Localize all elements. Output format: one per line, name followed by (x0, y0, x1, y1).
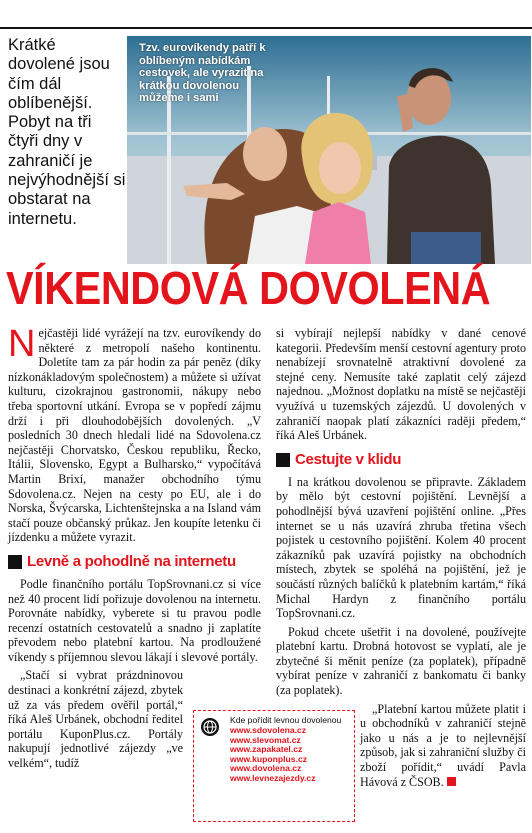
link-levnezajezdy[interactable]: www.levnezajezdy.cz (230, 772, 316, 783)
dropcap: N (8, 323, 36, 365)
paragraph-portals: „Stačí si vybrat prázdninovou destinaci a konkrétní zájezd, zbytek už za vás předem ověřil portál,“ říká Aleš Urbánek, obchodní ředitel portálu KuponPlus.cz. Portály nakupují jednotlivé zájezdy „ve velkém“, tudíž (8, 668, 183, 771)
quote-csob-text: „Platební kartou můžete platit i u obchodníků v zahraničí stejně jako u nás a je to nejlevnější způsob, jak si zahraniční služby či zboží pořídit,“ uvádí Pavla Hávová z ČSOB. (360, 701, 526, 789)
lede: Krátké dovolené jsou čím dál oblíbenější. Pobyt na tři čtyři dny v zahraničí je nejvýhodnější si obstarat na internetu. (8, 36, 126, 228)
subhead-travel-calm (276, 451, 526, 469)
column-left (8, 323, 261, 771)
link-kuponplus[interactable]: www.kuponplus.cz (230, 753, 308, 764)
end-mark-icon (447, 777, 456, 786)
link-zapakatel[interactable]: www.zapakatel.cz (230, 744, 303, 755)
link-dovolena[interactable]: www.dovolena.cz (230, 763, 302, 774)
link-sdovolena[interactable]: www.sdovolena.cz (230, 725, 307, 735)
globe-icon (201, 718, 219, 736)
hero-photo (127, 36, 531, 264)
square-bullet-icon (8, 555, 22, 569)
photo-caption: Tzv. eurovíkendy patří k oblíbeným nabídkám cestovek, ale vyrazit na krátkou dovolenou můžeme i sami (139, 42, 266, 105)
link-slevomat[interactable]: www.slevomat.cz (230, 734, 301, 745)
infobox-cheap-holidays (193, 710, 355, 822)
infobox-link-list (230, 726, 316, 784)
top-rule (0, 27, 532, 29)
paragraph-quote-csob (360, 702, 526, 790)
paragraph-card: Pokud chcete ušetřit i na dovolené, používejte platební kartu. Drobná hotovost se vyplatí, ale je zbytečné ši měnit peníze (za poplatek), případně vybírat peníze v zahraničí z bankomatu či banky (za poplatek). (276, 624, 526, 698)
square-bullet-icon (276, 453, 290, 467)
headline: VÍKENDOVÁ DOVOLENÁ (6, 262, 491, 314)
subhead-online-label: Levně a pohodlně na internetu (27, 552, 236, 570)
subhead-travel-calm-label: Cestujte v klidu (295, 450, 402, 468)
paragraph-agencies: si vybírají nejlepší nabídky v dané cenové kategorii. Především menší cestovní agentury proto nenabízejí srovnatelně atraktivní dovolené za stejné ceny. Nemusíte také zaplatit celý zájezd najednou. „Možnost doplatku na místě se nejčastěji využívá u tuzemských zájezdů. U dovolených v zahraničí naopak platí zákazníci raději předem,“ říká Aleš Urbánek. (276, 326, 526, 443)
paragraph-intro: ejčastěji lidé vyrážejí na tzv. eurovíkendy do některé z metropolí našeho kontinentu. Doletíte tam za pár hodin za pár peněz (díky nízkonákladovým společnostem) a můžete si užívat kulturu, cizokrajnou gastronomii, nákupy nebo třeba sportovní utkání. Evropa se v popředí zájmu drží i při dlouhodobějších dovolených. „V posledních 30 dnech hledali lidé na Sdovolena.cz nejčastěji Chorvatsko, Českou republiku, Řecko, Itálii, Slovensko, Egypt a Bulharsko,“ vypočítává Martin Brixí, manažer obchodního týmu Sdovolena.cz. Nejen na cesty po EU, ale i do Norska, Švýcarska, Lichtenštejnska a na Island vám stačí pouze občanský průkaz. Jen koupíte letenku či jízdenku a můžete vyrazit. (8, 326, 261, 545)
infobox-title: Kde pořídit levnou dovolenou (230, 715, 342, 725)
paragraph-insurance: I na krátkou dovolenou se připravte. Základem by mělo být cestovní pojištění. Levnější a pohodlnější bývá uzavření pojištění online. „Přes internet se u nás uzavírá zhruba třetina všech pojistek u cestovního pojištění. Kolem 40 procent zákazníků pak uzavírá pojistky na obchodních místech, zbytek se spoléhá na pojištění, jež je součástí různých balíčků k platebním kartám,“ říká Michal Hardyn z finančního portálu TopSrovnani.cz. (276, 474, 526, 621)
paragraph-online: Podle finančního portálu TopSrovnani.cz si více než 40 procent lidí pořizuje dovolenou na internetu. Porovnáte nabídky, vyberete si tu pravou podle recenzí ostatních cestovatelů a snadno ji zaplatíte převodem nebo platební kartou. Na prodloužené víkendy s příjemnou slevou lákají i slevové portály. (8, 576, 261, 664)
subhead-online (8, 553, 261, 571)
